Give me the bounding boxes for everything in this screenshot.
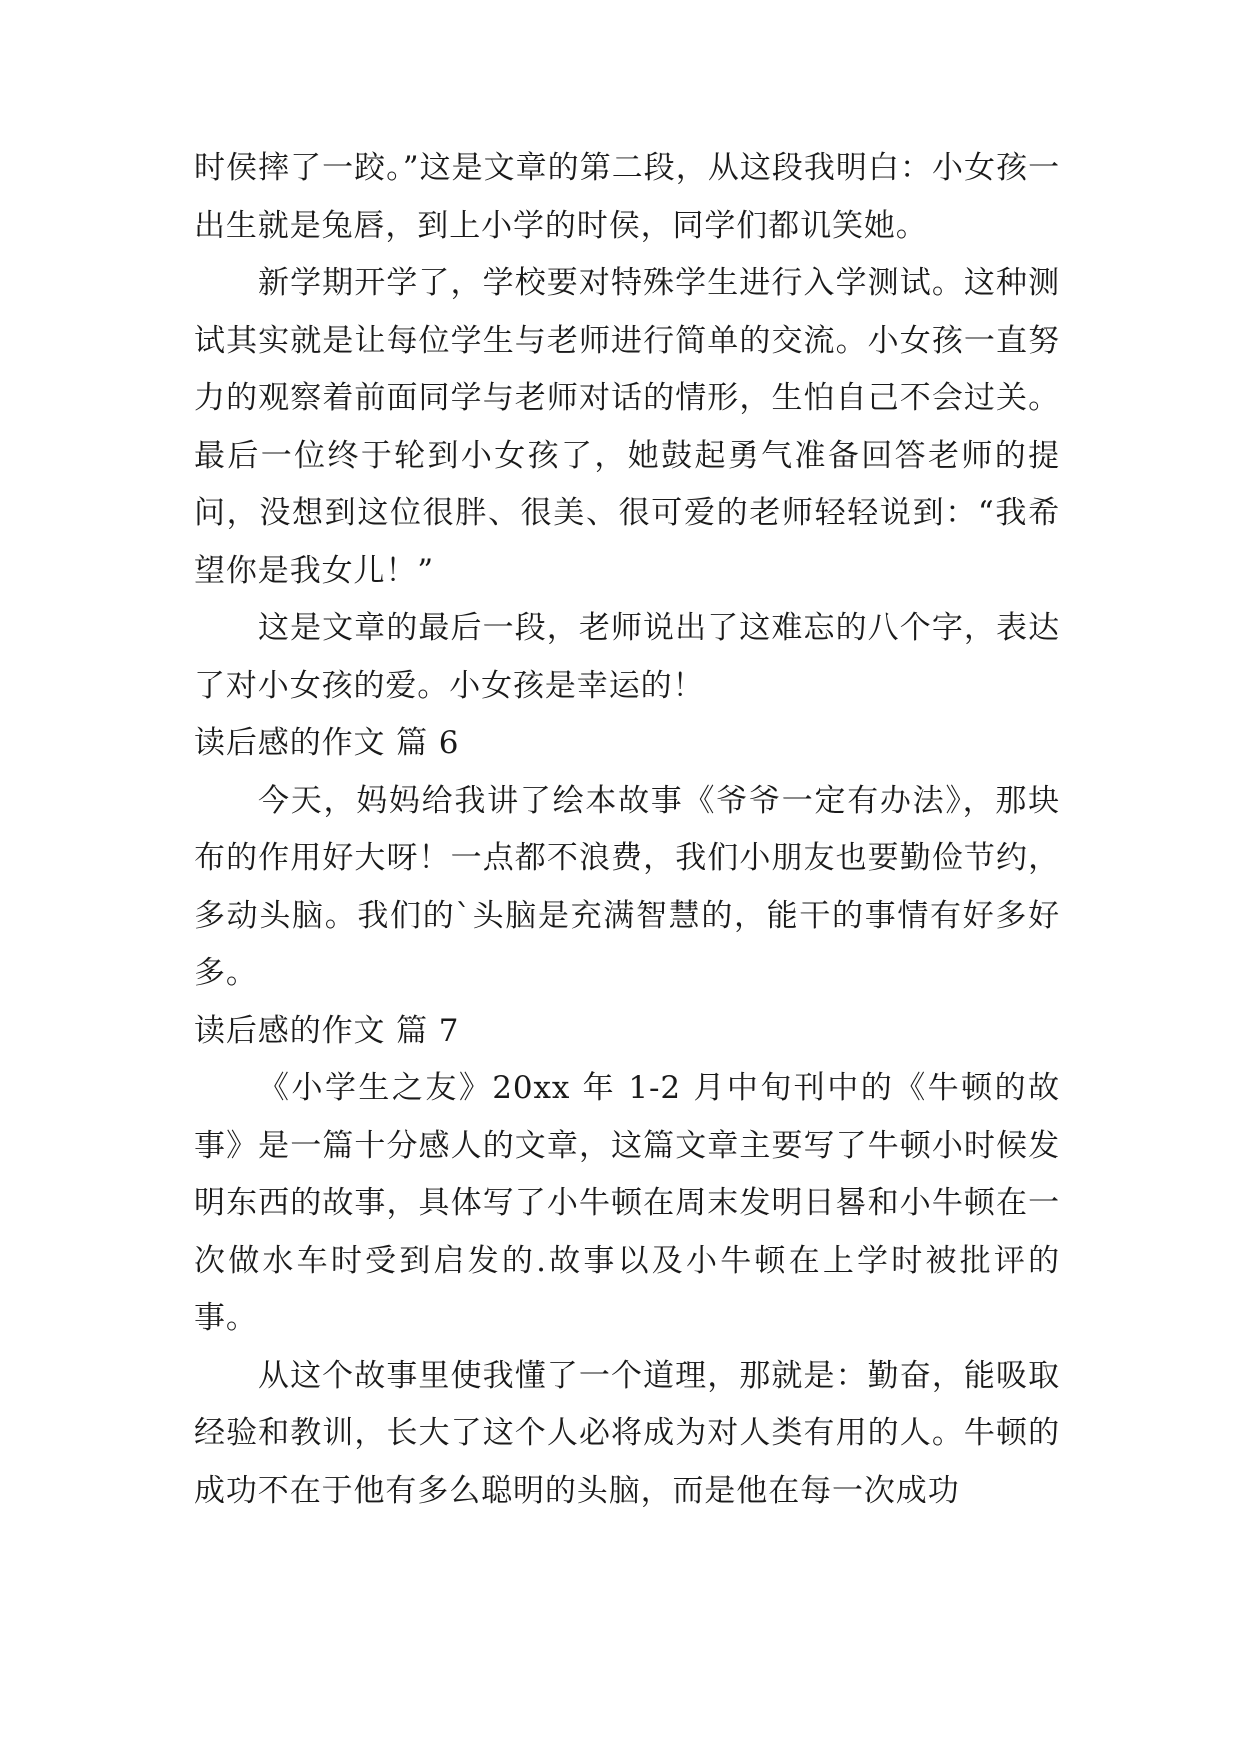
document-page [194, 140, 1060, 1520]
paragraph-6: 从这个故事里使我懂了一个道理，那就是：勤奋，能吸取经验和教训，长大了这个人必将成为对人类有用的人。牛顿的成功不在于他有多么聪明的头脑，而是他在每一次成功 [194, 1357, 1060, 1509]
paragraph-5: 《小学生之友》20xx 年 1-2 月中旬刊中的《牛顿的故事》是一篇十分感人的文章，这篇文章主要写了牛顿小时候发明东西的故事，具体写了小牛顿在周末发明日晷和小牛顿在一次做水车时受到启发的.故事以及小牛顿在上学时被批评的事。 [194, 1070, 1060, 1336]
section-heading-6: 读后感的作文 篇 6 [194, 725, 460, 761]
paragraph-4: 今天，妈妈给我讲了绘本故事《爷爷一定有办法》，那块布的作用好大呀！一点都不浪费，我们小朋友也要勤俭节约，多动头脑。我们的`头脑是充满智慧的，能干的事情有好多好多。 [194, 782, 1060, 991]
paragraph-1: 时侯摔了一跤。”这是文章的第二段，从这段我明白：小女孩一出生就是兔唇，到上小学的时侯，同学们都讥笑她。 [194, 150, 1060, 244]
paragraph-2: 新学期开学了，学校要对特殊学生进行入学测试。这种测试其实就是让每位学生与老师进行简单的交流。小女孩一直努力的观察着前面同学与老师对话的情形，生怕自己不会过关。最后一位终于轮到小女孩了，她鼓起勇气准备回答老师的提问，没想到这位很胖、很美、很可爱的老师轻轻说到：“我希望你是我女儿！” [194, 265, 1060, 589]
paragraph-3: 这是文章的最后一段，老师说出了这难忘的八个字，表达了对小女孩的爱。小女孩是幸运的！ [194, 610, 1060, 704]
section-heading-7: 读后感的作文 篇 7 [194, 1012, 460, 1049]
